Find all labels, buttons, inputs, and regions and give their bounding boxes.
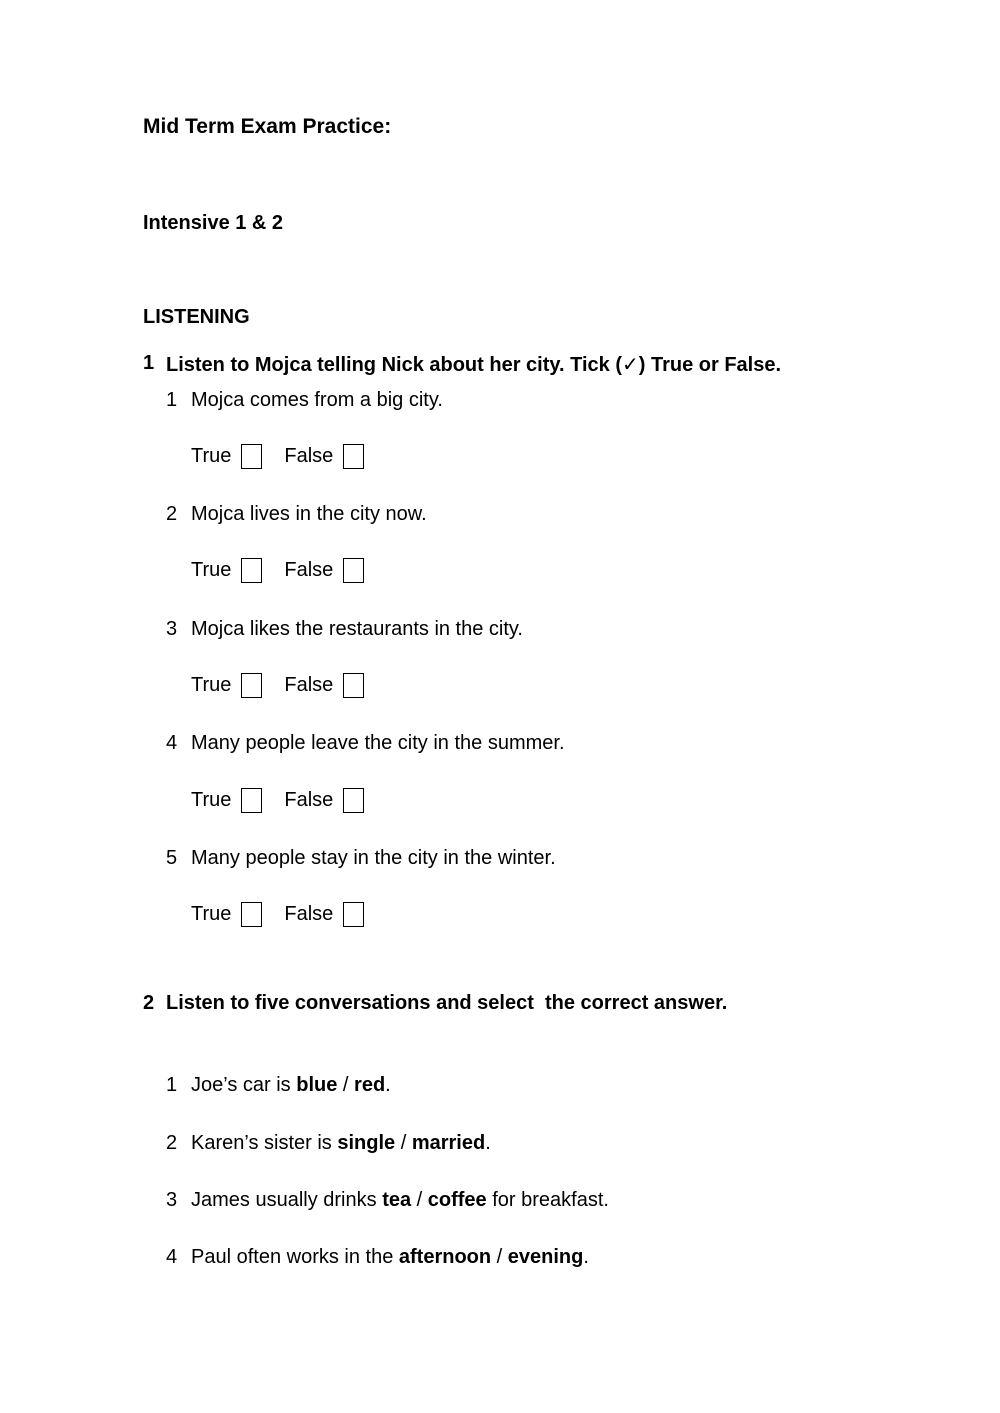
statement-number: 1 bbox=[166, 389, 178, 411]
choice-suffix: . bbox=[583, 1246, 589, 1268]
false-checkbox[interactable] bbox=[343, 902, 364, 927]
choice-option-1[interactable]: single bbox=[337, 1132, 396, 1154]
choice-suffix: . bbox=[385, 1074, 391, 1096]
choice-option-2[interactable]: evening bbox=[507, 1246, 584, 1268]
choice-prefix: Karen’s sister is bbox=[191, 1132, 338, 1154]
choice-option-1[interactable]: afternoon bbox=[398, 1246, 492, 1268]
true-false-row bbox=[191, 444, 364, 469]
choice-number: 2 bbox=[166, 1132, 178, 1154]
false-label: False bbox=[284, 789, 334, 811]
statement-text: Mojca lives in the city now. bbox=[191, 503, 427, 525]
choice-prefix: Paul often works in the bbox=[191, 1246, 399, 1268]
choice-prefix: James usually drinks bbox=[191, 1189, 383, 1211]
choice-option-1[interactable]: blue bbox=[296, 1074, 338, 1096]
true-label: True bbox=[191, 445, 232, 467]
true-false-row bbox=[191, 902, 364, 927]
statement-text: Mojca comes from a big city. bbox=[191, 389, 443, 411]
statement-text: Many people stay in the city in the winter. bbox=[191, 847, 556, 869]
false-label: False bbox=[284, 903, 334, 925]
exercise-1-instruction bbox=[143, 352, 781, 377]
choice-separator: / bbox=[491, 1246, 508, 1268]
statement-item bbox=[166, 732, 565, 755]
choice-separator: / bbox=[337, 1074, 355, 1096]
true-false-row bbox=[191, 558, 364, 583]
false-label: False bbox=[284, 674, 334, 696]
choice-item bbox=[166, 1189, 609, 1212]
false-label: False bbox=[284, 559, 334, 581]
exercise-number: 2 bbox=[143, 992, 155, 1014]
choice-item bbox=[166, 1246, 589, 1269]
statement-text: Mojca likes the restaurants in the city. bbox=[191, 618, 523, 640]
false-label: False bbox=[284, 445, 334, 467]
choice-suffix: for breakfast. bbox=[486, 1189, 609, 1211]
true-label: True bbox=[191, 903, 232, 925]
true-checkbox[interactable] bbox=[241, 444, 262, 469]
choice-suffix: . bbox=[485, 1132, 491, 1154]
false-checkbox[interactable] bbox=[343, 673, 364, 698]
choice-prefix: Joe’s car is bbox=[191, 1074, 297, 1096]
statement-item bbox=[166, 503, 427, 526]
statement-item bbox=[166, 847, 556, 870]
true-checkbox[interactable] bbox=[241, 902, 262, 927]
section-heading: LISTENING bbox=[143, 306, 250, 328]
true-checkbox[interactable] bbox=[241, 673, 262, 698]
statement-number: 4 bbox=[166, 732, 178, 754]
statement-number: 3 bbox=[166, 618, 178, 640]
true-false-row bbox=[191, 673, 364, 698]
choice-option-2[interactable]: married bbox=[411, 1132, 486, 1154]
exercise-number: 1 bbox=[143, 352, 155, 374]
statement-number: 5 bbox=[166, 847, 178, 869]
exercise-2-instruction bbox=[143, 992, 727, 1015]
true-false-row bbox=[191, 788, 364, 813]
true-checkbox[interactable] bbox=[241, 788, 262, 813]
choice-separator: / bbox=[411, 1189, 428, 1211]
choice-separator: / bbox=[395, 1132, 412, 1154]
true-checkbox[interactable] bbox=[241, 558, 262, 583]
choice-number: 4 bbox=[166, 1246, 178, 1268]
false-checkbox[interactable] bbox=[343, 558, 364, 583]
false-checkbox[interactable] bbox=[343, 788, 364, 813]
choice-number: 3 bbox=[166, 1189, 178, 1211]
choice-item bbox=[166, 1132, 491, 1155]
statement-number: 2 bbox=[166, 503, 178, 525]
false-checkbox[interactable] bbox=[343, 444, 364, 469]
choice-option-1[interactable]: tea bbox=[382, 1189, 412, 1211]
exercise-instruction-text: Listen to five conversations and select the correct answer. bbox=[166, 992, 728, 1014]
course-subtitle: Intensive 1 & 2 bbox=[143, 212, 284, 234]
choice-option-2[interactable]: red bbox=[354, 1074, 386, 1096]
statement-item bbox=[166, 389, 443, 412]
choice-option-2[interactable]: coffee bbox=[427, 1189, 487, 1211]
true-label: True bbox=[191, 674, 232, 696]
true-label: True bbox=[191, 559, 232, 581]
page-title: Mid Term Exam Practice: bbox=[143, 115, 392, 138]
statement-text: Many people leave the city in the summer. bbox=[191, 732, 565, 754]
exercise-instruction-text: Listen to Mojca telling Nick about her city. Tick (✓) True or False. bbox=[166, 354, 782, 376]
true-label: True bbox=[191, 789, 232, 811]
choice-number: 1 bbox=[166, 1074, 178, 1096]
choice-item bbox=[166, 1074, 391, 1097]
statement-item bbox=[166, 618, 523, 641]
